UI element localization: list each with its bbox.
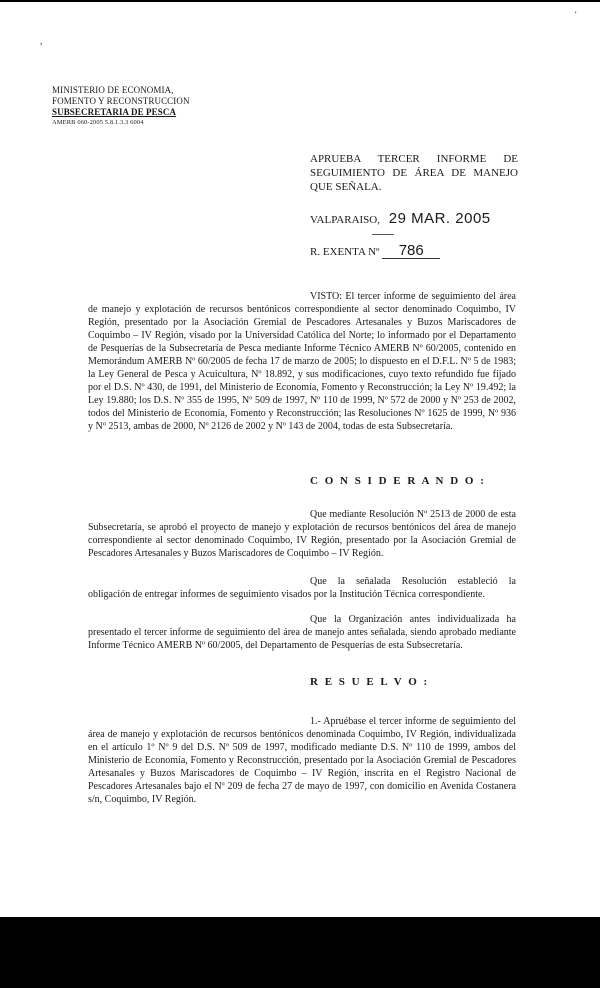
ministry-line-1: MINISTERIO DE ECONOMIA,: [52, 85, 174, 95]
letterhead: [52, 85, 202, 127]
resuelvo-heading: R E S U E L V O :: [310, 676, 430, 688]
scan-bottom-border: [0, 917, 600, 988]
resolution-number: 786: [382, 244, 440, 259]
considerando-paragraph-2: Que la señalada Resolución estableció la obligación de entregar informes de seguimiento visados por la Institución Técnica correspondiente.: [88, 576, 516, 600]
scan-speck: ·: [574, 8, 578, 19]
subject-line-3: QUE SEÑALA.: [310, 181, 382, 193]
place-label: VALPARAISO,: [310, 214, 380, 226]
considerando-paragraph-3: Que la Organización antes individualizada ha presentado el tercer informe de seguimiento del área de manejo antes señalada, siendo aprobado mediante Informe Técnico AMERB Nº 60/2005, del Departamento de Pesquerías de esta Subsecretaría.: [88, 614, 516, 651]
date-stamp: 29 MAR. 2005: [388, 210, 491, 227]
resuelvo-paragraph-1: 1.- Apruébase el tercer informe de seguimiento del área de manejo y explotación de recursos bentónicos denominada Coquimbo, IV Región, individualizada en el artículo 1º Nº 9 del D.S. Nº 509 de 1997, modificado mediante D.S. Nº 110 de 1999, ambos del Ministerio de Economía, Fomento y Reconstrucción, presentado por la Asociación Gremial de Pescadores Artesanales y Buzos Mariscadores de Coquimbo – IV Región, inscrita en el Registro Nacional de Pescadores Artesanales bajo el Nº 209 de fecha 27 de mayo de 1997, con domicilio en Avenida Costanera s/n, Coquimbo, IV Región.: [88, 716, 516, 805]
subsecretaria-line: SUBSECRETARIA DE PESCA: [52, 107, 177, 117]
resolution-number-line: [310, 244, 440, 259]
subject-line-2: SEGUIMIENTO DE ÁREA DE MANEJO: [310, 167, 518, 179]
considerando-paragraph-1: Que mediante Resolución Nº 2513 de 2000 de esta Subsecretaría, se aprobó el proyecto de manejo y explotación de recursos bentónicos del área de manejo correspondiente al sector denominado Coquimbo, IV Región, presentado por la Asociación Gremial de Pescadores Artesanales y Buzos Mariscadores de Coquimbo – IV Región.: [88, 509, 516, 559]
subject-line-1: APRUEBA TERCER INFORME DE: [310, 153, 518, 165]
pen-mark: [372, 234, 394, 235]
scan-top-edge: [0, 0, 600, 2]
dateline: [310, 210, 491, 227]
subject-block: [310, 152, 518, 194]
resolution-label: R. EXENTA Nº: [310, 246, 380, 258]
visto-paragraph: VISTO: El tercer informe de seguimiento del área de manejo y explotación de recursos bentónicos correspondiente al sector denominado Coquimbo, IV Región, presentado por la Asociación Gremial de Pescadores Artesanales y Buzos Mariscadores de Coquimbo – IV Región, visado por la Universidad Católica del Norte; lo informado por el Departamento de Pesquerías de la Subsecretaría de Pesca mediante Informe Técnico AMERB Nº 60/2005, contenido en Memorándum AMERB Nº 60/2005 de fecha 17 de marzo de 2005; lo dispuesto en el D.F.L. Nº 5 de 1983; la Ley General de Pesca y Acuicultura, Nº 18.892, y sus modificaciones, cuyo texto refundido fue fijado por el D.S. Nº 430, de 1991, del Ministerio de Economía, Fomento y Reconstrucción; la Ley Nº 19.492; la Ley 19.880; los D.S. Nº 355 de 1995, Nº 509 de 1997, Nº 110 de 1999, Nº 572 de 2000 y Nº 253 de 2002, todos del Ministerio de Economía, Fomento y Reconstrucción; las Resoluciones Nº 1625 de 1999, Nº 936 y Nº 2513, ambas de 2000, Nº 2126 de 2002 y Nº 143 de 2004, todas de esta Subsecretaría.: [88, 291, 516, 432]
ministry-line-2: FOMENTO Y RECONSTRUCCION: [52, 96, 190, 106]
scan-speck: ,: [40, 36, 43, 47]
considerando-heading: C O N S I D E R A N D O :: [310, 475, 486, 487]
reference-code: AMERB 060-2005 5.8.1.3.3 6004: [52, 119, 144, 126]
